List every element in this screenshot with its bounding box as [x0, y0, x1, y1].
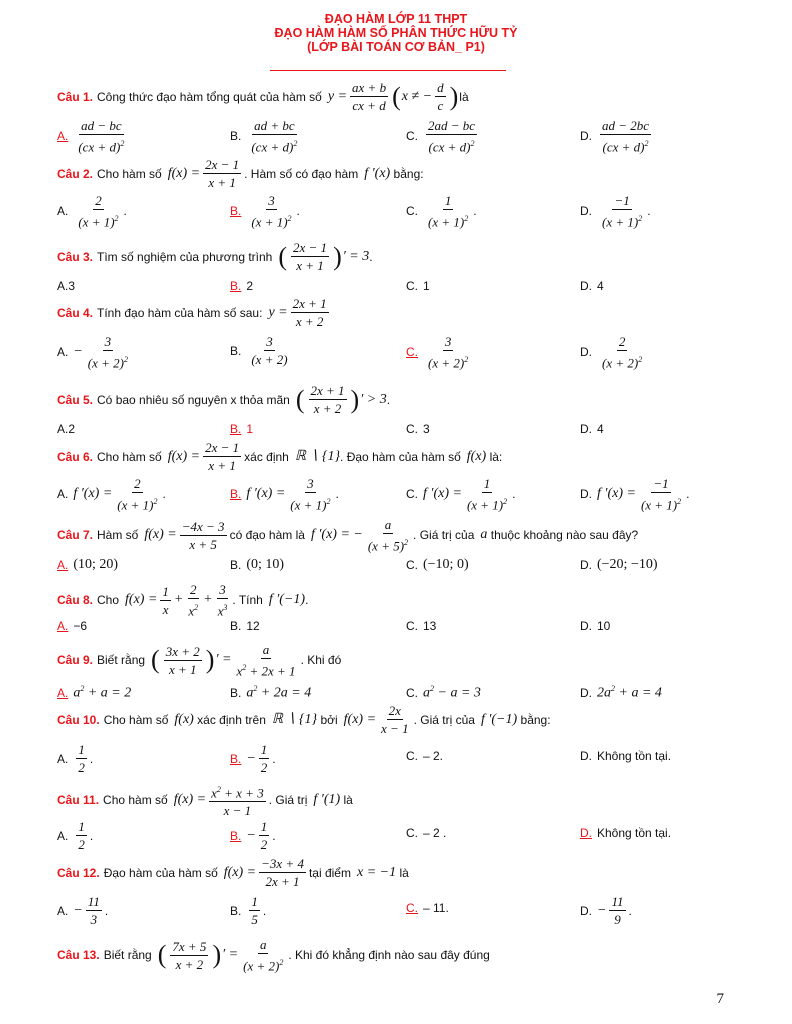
question-7: Câu 7. Hàm số f(x) = $\frac{-4x - 3}{x + 5}$ có đạo hàm là f ′(x) = − $\frac{a}{(x + 5)^2}$ . Giá trị của a thuộc khoảng nào sau đây?: [57, 517, 639, 554]
q9-option-a[interactable]: A. $a^2 + a = 2$: [57, 684, 132, 701]
option-letter: D.: [580, 749, 592, 763]
q8-option-a[interactable]: [57, 619, 87, 633]
option-letter: A.: [57, 129, 69, 144]
option-letter: D.: [580, 619, 592, 633]
question-mid-2: bởi: [320, 712, 338, 727]
option-letter: B.: [230, 558, 242, 572]
option-letter: D.: [580, 279, 592, 293]
option-text: – 11.: [423, 901, 449, 915]
option-text: 3: [423, 422, 430, 436]
question-tail: . Khi đó: [300, 653, 342, 668]
q7-option-b[interactable]: B. (0; 10): [230, 557, 285, 572]
question-number: Câu 5.: [57, 392, 94, 407]
question-number: Câu 10.: [57, 712, 100, 727]
q6-option-a[interactable]: A. f ′(x) = $\frac{2}{(x + 1)^2}$ .: [57, 476, 166, 513]
question-5: Câu 5. Có bao nhiêu số nguyên x thỏa mãn ( 2x + 1 x + 2 ) ′ > 3 .: [57, 383, 391, 416]
option-text: A.2: [57, 422, 76, 436]
question-number: Câu 13.: [57, 948, 100, 963]
option-letter: B.: [230, 279, 242, 293]
option-letter: A.: [57, 204, 69, 219]
question-number: Câu 4.: [57, 305, 94, 320]
question-number: Câu 2.: [57, 166, 94, 181]
question-tail: . Khi đó khẳng định nào sau đây đúng: [288, 948, 490, 963]
option-letter: B.: [230, 685, 242, 700]
question-6: Câu 6. Cho hàm số f(x) = $\frac{2x - 1}{x + 1}$ xác định ℝ ∖ {1} . Đạo hàm của hàm số f(x) là:: [57, 440, 503, 473]
option-letter: B.: [230, 903, 242, 918]
option-letter: A.: [57, 685, 69, 700]
q12-option-b[interactable]: B. 1 5 .: [230, 894, 267, 927]
option-letter: D.: [580, 345, 592, 360]
question-11: Câu 11. Cho hàm số f(x) = $\frac{x^2 + x + 3}{x - 1}$ . Giá trị f ′(1) là: [57, 782, 353, 818]
question-number: Câu 9.: [57, 653, 94, 668]
option-text: – 2.: [423, 749, 444, 763]
question-number: Câu 12.: [57, 865, 100, 880]
q7-option-a[interactable]: A. (10; 20): [57, 557, 119, 572]
question-number: Câu 1.: [57, 89, 94, 104]
question-tail: là: [399, 865, 409, 880]
option-text: 13: [423, 619, 437, 633]
option-letter: C.: [406, 558, 418, 572]
question-text: Cho hàm số: [97, 449, 162, 464]
option-letter: D.: [580, 903, 592, 918]
q10-option-b[interactable]: B. − $\frac{1}{2}$ .: [230, 742, 276, 775]
q7-option-d[interactable]: D. (−20; −10): [580, 557, 658, 572]
question-tail-2: là: [343, 793, 353, 808]
q3-option-b[interactable]: [230, 279, 253, 293]
option-letter: C.: [406, 204, 418, 219]
question-mid: tại điểm: [308, 865, 351, 880]
question-text: Cho: [97, 593, 120, 608]
option-letter: C.: [406, 487, 418, 502]
option-letter: A.: [57, 828, 69, 843]
option-letter: C.: [406, 345, 418, 360]
question-2: Câu 2. Cho hàm số f(x) = $\frac{2x - 1}{x + 1}$ . Hàm số có đạo hàm f ′(x) bằng:: [57, 157, 424, 190]
option-letter: D.: [580, 129, 592, 144]
q1-option-c[interactable]: C. 2ad − bc (cx + d)$^2$: [406, 118, 476, 155]
q6-option-c[interactable]: C. f ′(x) = $\frac{1}{(x + 1)^2}$ .: [406, 476, 516, 513]
question-mid-2: . Đạo hàm của hàm số: [340, 449, 461, 464]
option-letter: A.: [57, 903, 69, 918]
q6-option-b[interactable]: B. f ′(x) = $\frac{3}{(x + 1)^2}$ .: [230, 476, 339, 513]
option-text: 2: [246, 279, 254, 293]
question-tail-2: thuộc khoảng nào sau đây?: [490, 528, 639, 543]
question-text: Cho hàm số: [97, 166, 162, 181]
q10-option-d[interactable]: [580, 749, 671, 763]
question-number: Câu 6.: [57, 449, 94, 464]
question-number: Câu 8.: [57, 593, 94, 608]
q1-option-a[interactable]: A. ad − bc (cx + d)$^2$: [57, 118, 125, 155]
q11-option-a[interactable]: A. 1 2 .: [57, 819, 94, 852]
option-text: 10: [597, 619, 611, 633]
question-text: Tìm số nghiệm của phương trình: [97, 249, 273, 264]
q1-option-d[interactable]: D. ad − 2bc (cx + d)$^2$: [580, 118, 650, 155]
question-10: Câu 10. Cho hàm số f(x) xác định trên ℝ ∖ {1} bởi f(x) = $\frac{2x}{x - 1}$ . Giá trị của f ′(−1) bằng:: [57, 703, 551, 736]
option-text: 4: [597, 422, 604, 436]
option-text: Không tồn tại.: [597, 826, 672, 840]
question-text: Đạo hàm của hàm số: [103, 865, 218, 880]
question-8: Câu 8. Cho f(x) = $\frac{1}{x}$ + $\frac{2}{x^2}$ + $\frac{3}{x^3}$ . Tính f ′(−1) .: [57, 582, 309, 619]
q4-option-d[interactable]: D. 2 $(x + 2)^2$: [580, 334, 643, 371]
q5-option-b[interactable]: [230, 422, 253, 436]
question-text: Hàm số: [97, 528, 139, 543]
q6-option-d[interactable]: D. f ′(x) = $\frac{-1}{(x + 1)^2}$ .: [580, 476, 690, 513]
header-title-3: (LỚP BÀI TOÁN CƠ BẢN_ P1): [307, 40, 485, 54]
q2-option-c[interactable]: C. 1 $(x + 1)^2$ .: [406, 193, 477, 230]
option-letter: C.: [406, 685, 418, 700]
q11-option-d[interactable]: [580, 826, 671, 840]
option-letter: A.: [57, 487, 69, 502]
header-rule: [270, 70, 506, 71]
question-number: Câu 3.: [57, 249, 94, 264]
question-tail: . Tính: [232, 593, 263, 608]
q8-option-d[interactable]: [580, 619, 610, 633]
option-letter: C.: [406, 826, 418, 840]
option-text: – 2 .: [423, 826, 447, 840]
question-number: Câu 11.: [57, 793, 100, 808]
question-3: Câu 3. Tìm số nghiệm của phương trình ( 2x − 1 x + 1 ) ′ = 3 .: [57, 240, 373, 273]
question-text: Công thức đạo hàm tổng quát của hàm số: [97, 89, 322, 104]
option-letter: B.: [230, 828, 242, 843]
option-letter: D.: [580, 422, 592, 436]
question-text: Có bao nhiêu số nguyên x thỏa mãn: [97, 392, 290, 407]
option-letter: C.: [406, 279, 418, 293]
q4-option-a[interactable]: A. − $\frac{3}{(x + 2)^2}$: [57, 334, 128, 371]
q2-option-b[interactable]: B. 3 $(x + 1)^2$ .: [230, 193, 300, 230]
q7-option-c[interactable]: C. (−10; 0): [406, 557, 469, 572]
option-letter: D.: [580, 487, 592, 502]
option-text: 4: [597, 279, 604, 293]
question-text: Cho hàm số: [103, 712, 169, 727]
question-1: Câu 1. Công thức đạo hàm tổng quát của hàm số y = $\frac{ax + b}{cx + d}$ ( x ≠ − $\frac{d}{c}$ ) là: [57, 80, 469, 113]
question-tail: là:: [489, 449, 503, 464]
question-text: Cho hàm số: [103, 793, 168, 808]
header-title-1: ĐẠO HÀM LỚP 11 THPT: [324, 12, 468, 26]
q3-option-c[interactable]: [406, 279, 430, 293]
option-letter: C.: [406, 129, 418, 144]
option-letter: C.: [406, 422, 418, 436]
q5-option-d[interactable]: [580, 422, 604, 436]
q9-option-c[interactable]: C. $a^2 - a = 3$: [406, 684, 481, 701]
q5-option-c[interactable]: [406, 422, 430, 436]
q9-option-d[interactable]: D. $2a^2 + a = 4$: [580, 684, 662, 701]
option-letter: B.: [230, 422, 242, 436]
option-letter: B.: [230, 487, 242, 502]
question-mid: có đạo hàm là: [229, 528, 305, 543]
q9-option-b[interactable]: B. $a^2 + 2a = 4$: [230, 684, 312, 701]
question-mid: xác định: [244, 449, 289, 464]
option-letter: A.: [57, 619, 69, 633]
question-tail-2: bằng:: [520, 712, 551, 727]
q12-option-d[interactable]: D. − $\frac{11}{9}$ .: [580, 894, 632, 927]
option-letter: C.: [406, 619, 418, 633]
q11-option-c[interactable]: [406, 826, 446, 840]
option-letter: D.: [580, 204, 592, 219]
q10-option-c[interactable]: [406, 749, 443, 763]
option-letter: A.: [57, 345, 69, 360]
q11-option-b[interactable]: B. − $\frac{1}{2}$ .: [230, 819, 276, 852]
question-13: Câu 13. Biết rằng ( 7x + 5 x + 2 ) ′ = $\frac{a}{(x + 2)^2}$ . Khi đó khẳng định nào sau đây đúng: [57, 937, 490, 974]
option-letter: D.: [580, 685, 592, 700]
option-text: 1: [246, 422, 254, 436]
q1-option-b[interactable]: B. ad + bc (cx + d)$^2$: [230, 118, 298, 155]
q10-option-a[interactable]: A. 1 2 .: [57, 742, 94, 775]
option-letter: C.: [406, 749, 418, 763]
option-letter: B.: [230, 751, 242, 766]
question-mid: . Hàm số có đạo hàm: [244, 166, 359, 181]
q12-option-c[interactable]: [406, 901, 449, 915]
question-4: Câu 4. Tính đạo hàm của hàm số sau: y = $\frac{2x + 1}{x + 2}$: [57, 296, 327, 329]
option-text: −6: [73, 619, 88, 633]
q4-option-b[interactable]: B. 3 (x + 2): [230, 334, 288, 367]
question-text: Tính đạo hàm của hàm số sau:: [97, 305, 263, 320]
question-tail: . Giá trị: [268, 793, 308, 808]
option-letter: B.: [230, 619, 242, 633]
question-12: Câu 12. Đạo hàm của hàm số f(x) = $\frac{-3x + 4}{2x + 1}$ tại điểm x = −1 là: [57, 856, 409, 889]
question-text: Biết rằng: [97, 653, 146, 668]
option-letter: D.: [580, 826, 592, 840]
page-number: 7: [716, 991, 724, 1007]
q8-option-c[interactable]: [406, 619, 436, 633]
option-letter: B.: [230, 343, 242, 358]
option-letter: A.: [57, 751, 69, 766]
option-letter: A.: [57, 558, 69, 572]
q5-option-a[interactable]: [57, 422, 75, 436]
option-text: Không tồn tại.: [597, 749, 672, 763]
question-tail: . Giá trị của: [413, 712, 475, 727]
q3-option-a[interactable]: [57, 279, 75, 293]
question-tail: bằng:: [393, 166, 424, 181]
header-title-2: ĐẠO HÀM HÀM SỐ PHÂN THỨC HỮU TỶ: [274, 26, 518, 40]
question-tail: . Giá trị của: [413, 528, 475, 543]
option-letter: D.: [580, 558, 592, 572]
option-text: 12: [246, 619, 260, 633]
question-text: Biết rằng: [103, 948, 152, 963]
question-mid: xác định trên: [197, 712, 266, 727]
option-text: 1: [423, 279, 430, 293]
question-9: Câu 9. Biết rằng ( 3x + 2 x + 1 ) ′ = $\frac{a}{x^2 + 2x + 1}$ . Khi đó: [57, 642, 342, 679]
question-tail: là: [459, 89, 469, 104]
option-text: A.3: [57, 279, 76, 293]
q12-option-a[interactable]: A. − $\frac{11}{3}$ .: [57, 894, 109, 927]
question-number: Câu 7.: [57, 528, 94, 543]
option-letter: B.: [230, 129, 242, 144]
q3-option-d[interactable]: [580, 279, 604, 293]
option-letter: C.: [406, 901, 418, 915]
option-letter: B.: [230, 204, 242, 219]
q2-option-a[interactable]: A. 2 $(x + 1)^2$ .: [57, 193, 127, 230]
q4-option-c[interactable]: C. 3 $(x + 2)^2$: [406, 334, 469, 371]
q8-option-b[interactable]: [230, 619, 260, 633]
q2-option-d[interactable]: D. −1 $(x + 1)^2$ .: [580, 193, 651, 230]
